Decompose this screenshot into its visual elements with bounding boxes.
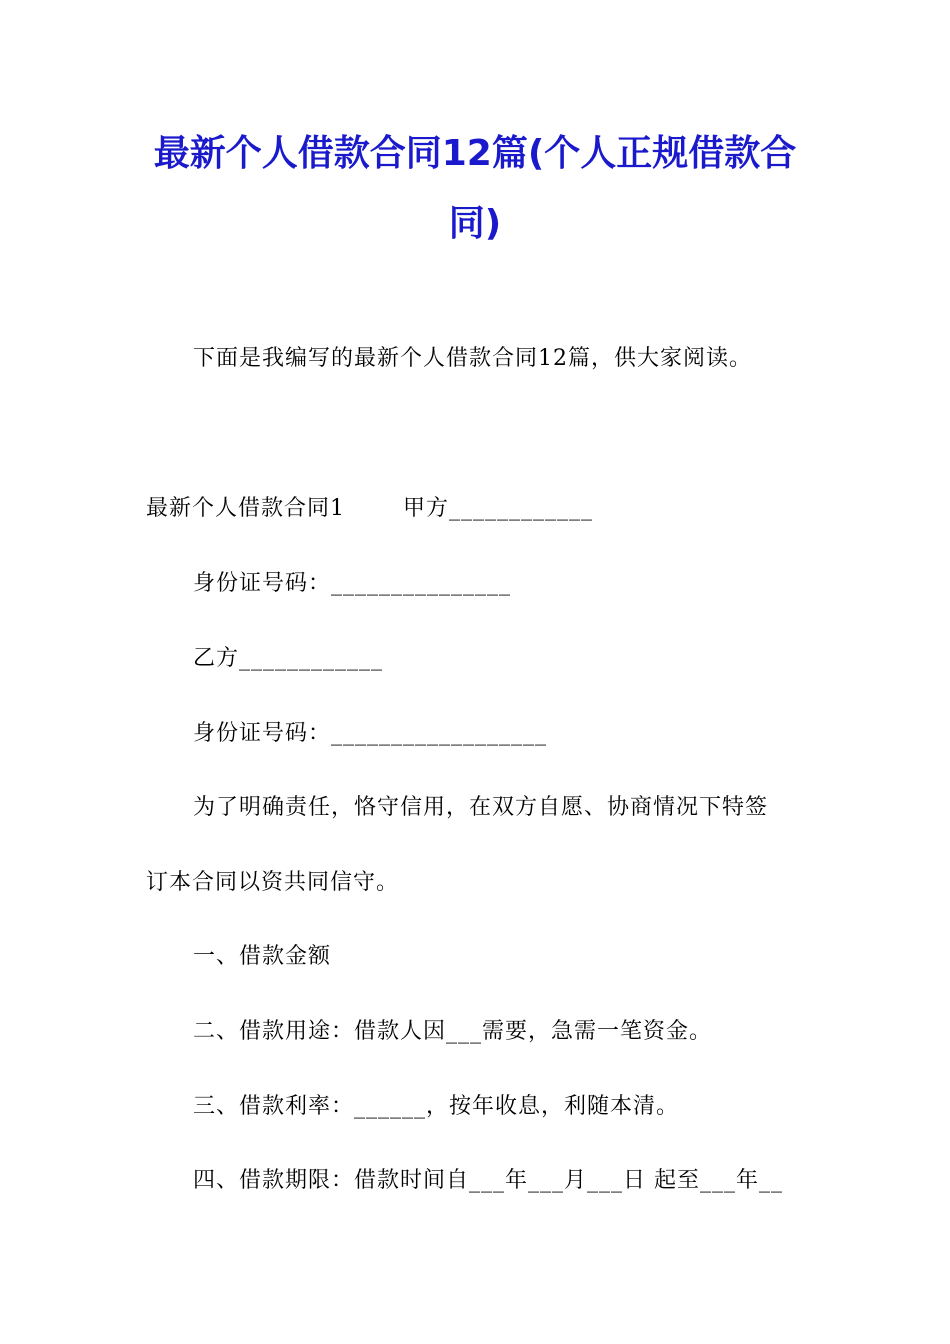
clause-loan-term: 四、借款期限：借款时间自___年___月___日 起至___年__: [193, 1168, 783, 1193]
document-title-line-2: 同): [448, 203, 502, 244]
party-b-id-field: 身份证号码：__________________: [193, 721, 548, 746]
contract-first-line: [146, 498, 593, 520]
clause-interest-rate: 三、借款利率：______，按年收息，利随本清。: [193, 1094, 680, 1119]
party-a-field: 甲方____________: [403, 496, 594, 521]
clause-loan-purpose: 二、借款用途：借款人因___需要，急需一笔资金。: [193, 1019, 713, 1044]
purpose-paragraph-line-1: 为了明确责任，恪守信用，在双方自愿、协商情况下特签: [193, 795, 769, 820]
document-title-line-1: 最新个人借款合同12篇(个人正规借款合: [153, 133, 797, 174]
party-a-id-field: 身份证号码：_______________: [193, 571, 512, 596]
intro-paragraph: 下面是我编写的最新个人借款合同12篇，供大家阅读。: [193, 346, 752, 371]
section-heading: 最新个人借款合同1: [146, 496, 345, 521]
clause-loan-amount: 一、借款金额: [193, 944, 332, 969]
purpose-paragraph-line-2: 订本合同以资共同信守。: [146, 870, 400, 895]
party-b-field: 乙方____________: [193, 646, 384, 671]
